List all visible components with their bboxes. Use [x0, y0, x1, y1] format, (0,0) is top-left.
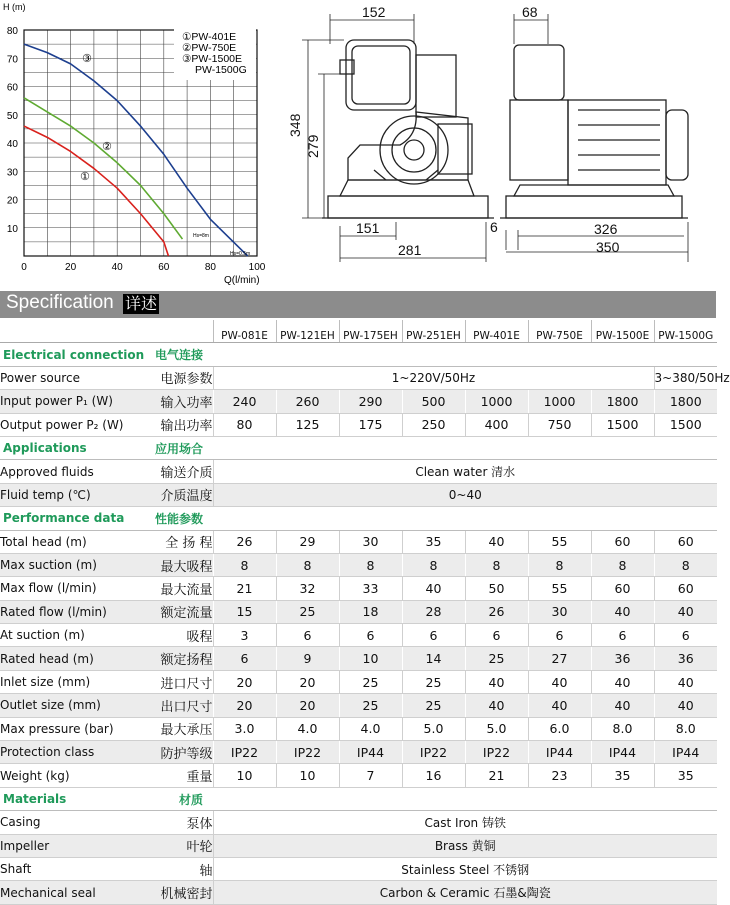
row-label-cn: 额定扬程	[143, 647, 213, 670]
spec-value: 10	[339, 647, 402, 670]
y-tick-label: 10	[6, 223, 18, 235]
section-title-cn: 电气连接	[143, 343, 213, 366]
dim-151: 151	[356, 220, 380, 236]
spec-value: 30	[339, 530, 402, 553]
row-label-en: Protection class	[0, 741, 143, 764]
spec-row	[0, 483, 717, 506]
spec-value: 35	[402, 530, 465, 553]
legend-entry: ③PW-1500E	[182, 53, 242, 65]
x-tick-label: 60	[158, 262, 170, 273]
row-label-cn: 泵体	[143, 811, 213, 834]
spec-value: 6	[339, 624, 402, 647]
y-tick-label: 20	[6, 195, 18, 207]
x-axis-title: Q(l/min)	[224, 275, 260, 286]
spec-row	[0, 460, 717, 483]
spec-value: 40	[465, 670, 528, 693]
spec-value: 60	[654, 577, 717, 600]
spec-row	[0, 530, 717, 553]
row-label-en: Outlet size (mm)	[0, 694, 143, 717]
y-tick-label: 70	[6, 54, 18, 66]
y-tick-label: 80	[6, 26, 18, 37]
spec-value: 23	[528, 764, 591, 787]
spec-row	[0, 717, 717, 740]
spec-value: 26	[213, 530, 276, 553]
spec-value: IP22	[213, 741, 276, 764]
annotation-hs8: Hs=8m	[193, 233, 209, 239]
row-label-cn: 最大流量	[143, 577, 213, 600]
spec-value: 8	[402, 553, 465, 576]
spec-value: 1000	[528, 390, 591, 413]
row-label-en: Casing	[0, 811, 143, 834]
spec-row	[0, 857, 717, 880]
spec-value: 18	[339, 600, 402, 623]
spec-value: IP22	[276, 741, 339, 764]
spec-row	[0, 553, 717, 576]
spec-row	[0, 834, 717, 857]
section-header-row	[0, 507, 717, 530]
section-title-en: Electrical connection	[0, 343, 143, 366]
spec-value-span: 1~220V/50Hz	[213, 366, 654, 389]
section-header-row	[0, 343, 717, 366]
row-label-en: Max flow (l/min)	[0, 577, 143, 600]
spec-value: 10	[276, 764, 339, 787]
dim-68: 68	[522, 4, 538, 20]
row-label-en: Rated flow (l/min)	[0, 600, 143, 623]
model-header: PW-401E	[465, 320, 528, 343]
spec-value: 10	[213, 764, 276, 787]
spec-value: IP44	[654, 741, 717, 764]
spec-value: 25	[276, 600, 339, 623]
spec-value: 1800	[654, 390, 717, 413]
spec-value: 3	[213, 624, 276, 647]
spec-value: 1500	[654, 413, 717, 436]
spec-value: 20	[213, 670, 276, 693]
spec-value: 15	[213, 600, 276, 623]
section-title-en: Performance data	[0, 507, 143, 530]
section-fill	[213, 343, 717, 366]
spec-row	[0, 600, 717, 623]
spec-value: 35	[591, 764, 654, 787]
model-header: PW-121EH	[276, 320, 339, 343]
row-label-en: Total head (m)	[0, 530, 143, 553]
spec-value-last: 3~380/50Hz	[654, 366, 717, 389]
dim-6: 6	[490, 219, 498, 235]
performance-curve-chart	[0, 0, 280, 290]
legend-entry: PW-1500G	[195, 64, 247, 76]
row-label-cn: 机械密封	[143, 881, 213, 904]
spec-row	[0, 647, 717, 670]
row-label-cn: 吸程	[143, 624, 213, 647]
spec-title-cn: 详述	[125, 294, 158, 313]
section-fill	[213, 507, 717, 530]
x-tick-label: 80	[204, 262, 216, 273]
spec-value: 80	[213, 413, 276, 436]
spec-value: 16	[402, 764, 465, 787]
spec-value: 32	[276, 577, 339, 600]
dim-152: 152	[362, 4, 386, 20]
spec-value: 125	[276, 413, 339, 436]
spec-value: IP44	[528, 741, 591, 764]
spec-row	[0, 764, 717, 787]
row-label-en: Max pressure (bar)	[0, 717, 143, 740]
spec-value: 6	[213, 647, 276, 670]
row-label-cn: 重量	[143, 764, 213, 787]
row-label-en: Fluid temp (℃)	[0, 483, 143, 506]
spec-value: 6	[528, 624, 591, 647]
spec-value: 8	[654, 553, 717, 576]
spec-title-en: Specification	[6, 292, 114, 313]
spec-value: 5.0	[465, 717, 528, 740]
model-header: PW-1500E	[591, 320, 654, 343]
spec-value: 26	[465, 600, 528, 623]
row-label-en: Output power P₂ (W)	[0, 413, 143, 436]
spec-value: 750	[528, 413, 591, 436]
row-label-cn: 防护等级	[143, 741, 213, 764]
spec-value: IP44	[591, 741, 654, 764]
model-header: PW-1500G	[654, 320, 717, 343]
spec-value: 35	[654, 764, 717, 787]
spec-value: 25	[465, 647, 528, 670]
model-header-row	[0, 320, 717, 343]
section-title-en: Materials	[0, 787, 143, 810]
spec-value: 6.0	[528, 717, 591, 740]
spec-value: 30	[528, 600, 591, 623]
x-tick-label: 0	[21, 262, 27, 273]
spec-value: 20	[276, 670, 339, 693]
row-label-cn: 叶轮	[143, 834, 213, 857]
row-label-cn: 最大承压	[143, 717, 213, 740]
row-label-cn: 出口尺寸	[143, 694, 213, 717]
row-label-en: Approved fluids	[0, 460, 143, 483]
dim-348: 348	[287, 113, 303, 137]
row-label-cn: 输出功率	[143, 413, 213, 436]
legend-entry: ②PW-750E	[182, 42, 237, 54]
dim-326: 326	[594, 221, 618, 237]
row-label-cn: 电源参数	[143, 366, 213, 389]
dimension-labels	[287, 4, 620, 258]
spec-value-span: Stainless Steel 不锈钢	[213, 857, 717, 880]
model-header: PW-081E	[213, 320, 276, 343]
spec-row	[0, 670, 717, 693]
row-label-en: Impeller	[0, 834, 143, 857]
spec-value: 1000	[465, 390, 528, 413]
row-label-cn: 输入功率	[143, 390, 213, 413]
spec-value: 21	[465, 764, 528, 787]
row-label-en: Input power P₁ (W)	[0, 390, 143, 413]
spec-value: 60	[591, 530, 654, 553]
spec-value: 40	[402, 577, 465, 600]
row-label-en: Rated head (m)	[0, 647, 143, 670]
series-line	[24, 98, 182, 239]
section-title-cn: 应用场合	[143, 436, 213, 459]
spec-value: 3.0	[213, 717, 276, 740]
spec-value: 25	[339, 670, 402, 693]
spec-value: 60	[591, 577, 654, 600]
specification-header	[0, 291, 716, 318]
spec-value: 4.0	[276, 717, 339, 740]
pump-side-view	[322, 40, 494, 218]
model-header: PW-175EH	[339, 320, 402, 343]
spec-value-span: 0~40	[213, 483, 717, 506]
spec-value: 29	[276, 530, 339, 553]
spec-value: 60	[654, 530, 717, 553]
spec-value: 6	[654, 624, 717, 647]
spec-value: IP22	[465, 741, 528, 764]
row-label-en: Power source	[0, 366, 143, 389]
x-tick-label: 40	[111, 262, 123, 273]
row-label-en: Mechanical seal	[0, 881, 143, 904]
x-tick-label: 20	[65, 262, 77, 273]
section-header-row	[0, 436, 717, 459]
pump-front-view	[500, 45, 688, 218]
legend-entry: ①PW-401E	[182, 31, 237, 43]
spec-value-span: Clean water 清水	[213, 460, 717, 483]
annotation-hs05: Hs=0.5m	[230, 251, 251, 257]
dim-350: 350	[596, 239, 620, 255]
series-label: ③	[82, 52, 92, 65]
row-label-en: Shaft	[0, 857, 143, 880]
spec-value: 21	[213, 577, 276, 600]
spec-value-span: Brass 黄铜	[213, 834, 717, 857]
y-tick-label: 30	[6, 167, 18, 179]
spec-value: 55	[528, 577, 591, 600]
spec-value: 6	[402, 624, 465, 647]
spec-value: 5.0	[402, 717, 465, 740]
spec-value: 8	[339, 553, 402, 576]
spec-value: 8	[276, 553, 339, 576]
row-label-cn: 轴	[143, 857, 213, 880]
header-blank	[0, 320, 213, 343]
row-label-en: Weight (kg)	[0, 764, 143, 787]
spec-value: 7	[339, 764, 402, 787]
spec-row	[0, 811, 717, 834]
row-label-en: Max suction (m)	[0, 553, 143, 576]
spec-value: 40	[528, 670, 591, 693]
spec-value: 8	[591, 553, 654, 576]
spec-value: IP22	[402, 741, 465, 764]
row-label-cn: 进口尺寸	[143, 670, 213, 693]
spec-value: 6	[465, 624, 528, 647]
spec-row	[0, 366, 717, 389]
spec-value: 8	[213, 553, 276, 576]
spec-value: 500	[402, 390, 465, 413]
spec-value: 9	[276, 647, 339, 670]
spec-value: 8.0	[591, 717, 654, 740]
spec-row	[0, 881, 717, 904]
section-title-en: Applications	[0, 436, 143, 459]
spec-value: 6	[276, 624, 339, 647]
spec-value: 8	[528, 553, 591, 576]
y-tick-label: 40	[6, 139, 18, 150]
spec-value: IP44	[339, 741, 402, 764]
spec-value: 28	[402, 600, 465, 623]
spec-value-span: Cast Iron 铸铁	[213, 811, 717, 834]
spec-value: 25	[339, 694, 402, 717]
spec-value: 40	[654, 600, 717, 623]
section-header-row	[0, 787, 717, 810]
spec-value: 40	[591, 600, 654, 623]
spec-value: 25	[402, 670, 465, 693]
spec-value: 20	[276, 694, 339, 717]
spec-row	[0, 741, 717, 764]
spec-row	[0, 413, 717, 436]
row-label-cn: 额定流量	[143, 600, 213, 623]
row-label-cn: 输送介质	[143, 460, 213, 483]
spec-value: 36	[654, 647, 717, 670]
spec-value: 25	[402, 694, 465, 717]
row-label-cn: 全 扬 程	[143, 530, 213, 553]
spec-value-span: Carbon & Ceramic 石墨&陶瓷	[213, 881, 717, 904]
spec-value: 250	[402, 413, 465, 436]
x-tick-label: 100	[248, 262, 266, 273]
spec-value: 50	[465, 577, 528, 600]
series-label: ②	[102, 140, 112, 153]
row-label-cn: 最大吸程	[143, 553, 213, 576]
spec-value: 175	[339, 413, 402, 436]
spec-row	[0, 624, 717, 647]
spec-value: 27	[528, 647, 591, 670]
spec-row	[0, 390, 717, 413]
dim-279: 279	[305, 134, 321, 158]
spec-row	[0, 577, 717, 600]
spec-value: 6	[591, 624, 654, 647]
row-label-en: Inlet size (mm)	[0, 670, 143, 693]
model-header: PW-251EH	[402, 320, 465, 343]
dim-281: 281	[398, 242, 422, 258]
spec-value: 290	[339, 390, 402, 413]
spec-value: 8.0	[654, 717, 717, 740]
spec-value: 36	[591, 647, 654, 670]
spec-value: 40	[591, 694, 654, 717]
section-fill	[213, 787, 717, 810]
spec-value: 55	[528, 530, 591, 553]
spec-value: 40	[654, 670, 717, 693]
spec-value: 4.0	[339, 717, 402, 740]
spec-value: 260	[276, 390, 339, 413]
spec-value: 33	[339, 577, 402, 600]
spec-value: 40	[591, 670, 654, 693]
specification-table	[0, 320, 730, 905]
series-label: ①	[80, 170, 90, 183]
section-title-cn: 材质	[143, 787, 213, 810]
y-tick-label: 50	[6, 110, 18, 122]
spec-value: 20	[213, 694, 276, 717]
spec-row	[0, 694, 717, 717]
y-axis-title: H (m)	[3, 2, 26, 12]
spec-value: 40	[654, 694, 717, 717]
spec-value: 1800	[591, 390, 654, 413]
spec-value: 1500	[591, 413, 654, 436]
section-title-cn: 性能参数	[143, 507, 213, 530]
spec-value: 40	[465, 694, 528, 717]
model-header: PW-750E	[528, 320, 591, 343]
row-label-en: At suction (m)	[0, 624, 143, 647]
row-label-cn: 介质温度	[143, 483, 213, 506]
spec-value: 400	[465, 413, 528, 436]
y-tick-label: 60	[6, 82, 18, 94]
spec-value: 40	[465, 530, 528, 553]
section-fill	[213, 436, 717, 459]
spec-value: 14	[402, 647, 465, 670]
pump-dimension-drawing	[288, 0, 716, 290]
spec-value: 240	[213, 390, 276, 413]
spec-value: 40	[528, 694, 591, 717]
spec-value: 8	[465, 553, 528, 576]
